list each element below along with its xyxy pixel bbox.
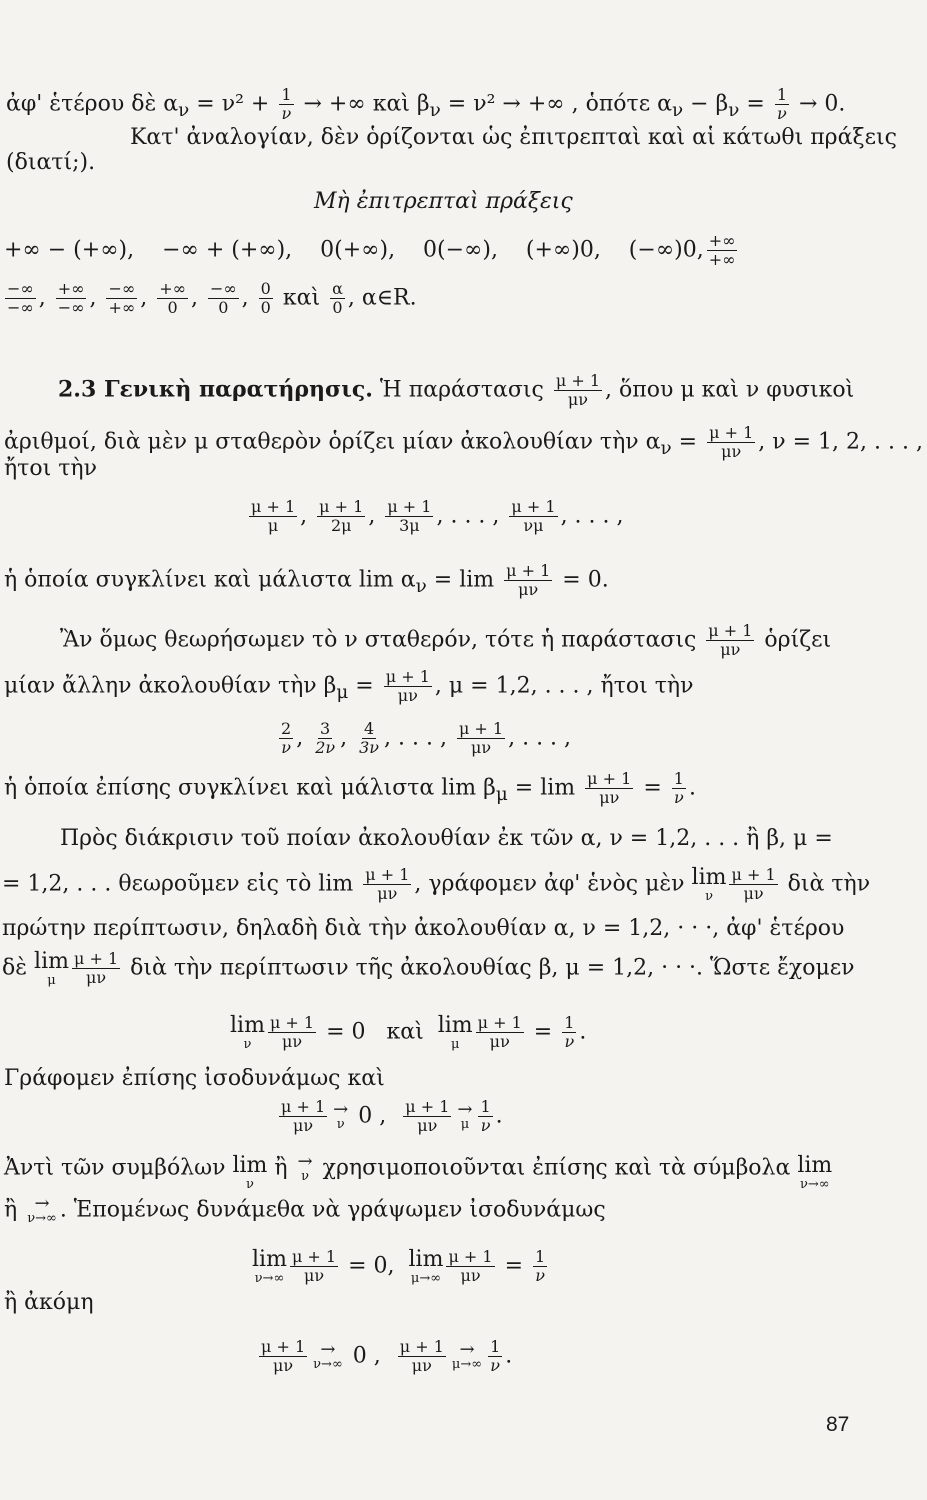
numerator: +∞: [159, 279, 186, 298]
denominator: μν: [293, 1116, 314, 1135]
denominator: μν: [470, 738, 492, 757]
denominator: 0: [167, 298, 178, 317]
denominator: 0: [260, 298, 271, 317]
denominator: 3ν: [359, 738, 379, 757]
numerator: −∞: [209, 279, 237, 298]
text-span: .: [579, 1019, 587, 1045]
numerator: μ + 1: [555, 371, 601, 390]
arrow-subscript: ν→∞: [313, 1357, 343, 1372]
arrow-icon: →: [333, 1099, 349, 1120]
text-span: ἡ ὁποία ἐπίσης συγκλίνει καὶ μάλιστα lim β: [4, 775, 496, 801]
text-line: ἡ ὁποία ἐπίσης συγκλίνει καὶ μάλιστα $\lim \beta_\mu = \lim$ $\frac{\mu + 1}{\mu\nu}$ = $\frac{1}{\nu}$ .: [4, 769, 696, 807]
fraction: [509, 498, 557, 535]
text-span: → +∞ καὶ β: [296, 91, 430, 117]
denominator: μν: [86, 968, 107, 987]
text-line: [4, 1151, 833, 1192]
arrow-operator: [297, 1151, 313, 1184]
text-line: ἡ ὁποία συγκλίνει καὶ μάλιστα $\lim \alpha_\nu = \lim$ $\frac{\mu + 1}{\mu\nu}$ = 0.: [4, 561, 609, 599]
denominator: ν: [480, 1116, 491, 1135]
fraction: [398, 1338, 446, 1375]
arrow-subscript: ν: [301, 1169, 310, 1184]
numerator: μ + 1: [387, 497, 432, 516]
text-line: ἀφ' ἑτέρου δὲ $\alpha_\nu = \nu^2$ + $\frac{1}{\nu}$ → +∞ καὶ $\beta_\nu = \nu^2$ → +∞ , ὁπότε $\alpha_\nu - \beta_\nu$ = $\frac{1}{\nu}$ → 0.: [6, 85, 846, 123]
arrow-subscript: ν: [336, 1117, 345, 1132]
text-span: ἢ: [267, 1155, 295, 1181]
math-line: $\frac{-\infty}{-\infty}$ , $\frac{+\infty}{-\infty}$ , $\frac{-\infty}{+\infty}$ , $\frac{+\infty}{0}$ , $\frac{-\infty}{0}$ , $\frac{0}{0}$ καὶ $\frac{\alpha}{0}$ , α∈R.: [7, 279, 417, 317]
text-span: = lim: [507, 775, 583, 801]
text-span: =: [526, 1019, 560, 1045]
text-span: , μ = 1,2, . . . , ἤτοι τὴν: [434, 673, 694, 699]
denominator: μν: [397, 686, 418, 705]
fraction: [363, 866, 411, 903]
fraction: [707, 232, 738, 269]
fraction: [72, 950, 120, 987]
text-span: , α∈R.: [347, 285, 417, 311]
arrow-subscript: μ: [460, 1117, 470, 1132]
fraction: [357, 720, 381, 757]
numerator: 1: [490, 1337, 501, 1356]
arrow-icon: →: [297, 1151, 313, 1172]
fraction: [488, 1338, 502, 1375]
denominator: μν: [417, 1116, 438, 1135]
fraction: [585, 770, 633, 807]
text-span: +∞ − (+∞), −∞ + (+∞), 0(+∞), 0(−∞), (+∞)0, (−∞)0,: [4, 237, 704, 263]
text-span: =: [739, 91, 772, 117]
lim-text: lim: [230, 1013, 265, 1038]
math-line: [4, 232, 740, 269]
arrow-operator: [313, 1339, 343, 1372]
numerator: μ + 1: [281, 1097, 326, 1116]
numerator: 3: [320, 719, 331, 738]
numerator: μ + 1: [731, 865, 776, 884]
text-span: Ἀντὶ τῶν συμβόλων: [4, 1155, 233, 1181]
text-span: =: [497, 1253, 531, 1279]
arrow-icon: →: [320, 1339, 336, 1360]
limit-operator: [692, 866, 727, 904]
denominator: 0: [218, 298, 229, 317]
denominator: μν: [743, 884, 764, 903]
math-display: [256, 1338, 512, 1375]
text-span: =: [636, 775, 669, 801]
lim-subscript: ν: [243, 1037, 252, 1052]
text-span: .: [495, 1103, 503, 1129]
denominator: μν: [518, 580, 539, 599]
lim-subscript: ν→∞: [800, 1177, 830, 1192]
denominator: μν: [567, 390, 589, 409]
text-span: , . . . ,: [508, 725, 572, 751]
fraction: [384, 668, 432, 705]
numerator: μ + 1: [251, 497, 296, 516]
page-number: 87: [826, 1413, 850, 1436]
numerator: +∞: [708, 231, 736, 250]
text-span: διὰ τὴν: [780, 871, 871, 897]
text-line: [58, 372, 854, 409]
fraction: [279, 720, 293, 757]
denominator: μν: [411, 1356, 432, 1375]
text-span: ἡ ὁποία συγκλίνει καὶ μάλιστα lim α: [4, 567, 416, 593]
numerator: μ + 1: [405, 1097, 450, 1116]
denominator: μν: [489, 1032, 510, 1051]
text-span: − β: [683, 91, 729, 117]
numerator: μ + 1: [399, 1337, 444, 1356]
fraction: [249, 498, 297, 535]
text-span: μίαν ἄλλην ἀκολουθίαν τὴν β: [4, 673, 337, 699]
denominator: μν: [273, 1356, 294, 1375]
text-span: 0 ,: [351, 1103, 401, 1129]
limit-operator: [409, 1248, 444, 1286]
text-span: =: [671, 429, 705, 455]
denominator: −∞: [7, 298, 34, 317]
text-line: [60, 622, 831, 659]
fraction: [5, 280, 36, 317]
numerator: μ + 1: [261, 1337, 306, 1356]
denominator: μ: [267, 516, 279, 535]
text-span: καὶ: [275, 285, 328, 311]
lim-text: lim: [34, 949, 69, 974]
text-span: .: [688, 775, 696, 801]
fraction: [385, 498, 433, 535]
math-line: $\frac{\mu + 1}{\mu}$ , $\frac{\mu + 1}{2\mu}$ , $\frac{\mu + 1}{3\mu}$ , . . . , $\frac{\mu + 1}{\nu\mu}$ , . . . ,: [251, 497, 624, 535]
limit-operator: [797, 1154, 832, 1192]
numerator: μ + 1: [709, 423, 754, 442]
fraction: [56, 280, 87, 317]
math-display: [276, 1098, 503, 1135]
fraction: [478, 1098, 492, 1135]
text-span: = lim: [426, 567, 502, 593]
fraction: [279, 86, 293, 123]
fraction: [706, 622, 754, 659]
text-span: 0 ,: [345, 1343, 395, 1369]
numerator: μ + 1: [477, 1013, 522, 1032]
text-span: , . . . ,: [560, 503, 624, 529]
arrow-operator: [27, 1193, 57, 1226]
arrow-icon: →: [34, 1193, 50, 1214]
math-display: [252, 1248, 550, 1286]
fraction: [554, 372, 602, 409]
text-line: ἢ ἀκόμη: [4, 1290, 94, 1315]
denominator: νμ: [523, 516, 544, 535]
text-line: [4, 1193, 606, 1226]
arrow-icon: →: [457, 1099, 473, 1120]
numerator: 1: [564, 1013, 575, 1032]
lim-subscript: μ→∞: [410, 1271, 442, 1286]
denominator: ν: [777, 104, 787, 123]
lim-text: lim: [408, 1247, 444, 1272]
lim-text: lim: [797, 1153, 833, 1178]
denominator: ν: [490, 1356, 501, 1375]
arrow-operator: [333, 1099, 349, 1132]
text-line: ἤτοι τὴν: [4, 456, 97, 481]
numerator: 1: [776, 85, 787, 104]
text-span: , ὅπου μ καὶ ν φυσικοὶ: [605, 377, 855, 403]
text-span: =: [348, 673, 381, 699]
section-title: Γενικὴ παρατήρησις.: [96, 376, 373, 403]
numerator: μ + 1: [511, 497, 556, 516]
text-line: [2, 866, 870, 904]
lim-text: lim: [232, 1153, 268, 1178]
denominator: −∞: [57, 298, 85, 317]
text-span: διὰ τὴν περίπτωσιν τῆς ἀκολουθίας β, μ = 1,2, · · ·. Ὥστε ἔχομεν: [123, 955, 855, 981]
lim-subscript: ν: [705, 889, 713, 904]
text-span: ἀφ' ἑτέρου δὲ α: [6, 91, 179, 117]
denominator: ν: [535, 1266, 545, 1285]
limit-operator: [438, 1014, 473, 1052]
text-span: , γράφομεν ἀφ' ἑνὸς μὲν: [414, 871, 692, 897]
text-span: .: [505, 1343, 513, 1369]
numerator: μ + 1: [708, 621, 753, 640]
fraction: [330, 280, 345, 317]
text-line: (διατί;).: [6, 150, 96, 175]
limit-operator: [230, 1014, 265, 1052]
denominator: ν: [673, 788, 684, 807]
fraction: [457, 720, 505, 757]
lim-subscript: ν→∞: [254, 1271, 285, 1286]
text-line: ἀριθμοί, διὰ μὲν μ σταθερὸν ὁρίζει μίαν ἀκολουθίαν τὴν $\alpha_\nu$ = $\frac{\mu + 1}{\mu\nu}$ , ν = 1, 2, . . . ,: [4, 423, 923, 461]
text-span: Ἡ παράστασις: [372, 377, 551, 403]
numerator: μ + 1: [448, 1247, 493, 1266]
fraction: [106, 280, 137, 317]
limit-operator: [34, 950, 69, 988]
fraction: [446, 1248, 494, 1285]
fraction: [279, 1098, 327, 1135]
numerator: −∞: [108, 279, 136, 298]
text-span: ἀριθμοί, διὰ μὲν μ σταθερὸν ὁρίζει μίαν ἀκολουθίαν τὴν α: [4, 429, 661, 455]
arrow-subscript: ν→∞: [27, 1211, 57, 1226]
numerator: μ + 1: [319, 497, 364, 516]
text-line: Κατ' ἀναλογίαν, δὲν ὁρίζονται ὡς ἐπιτρεπταὶ καὶ αἱ κάτωθι πράξεις: [130, 125, 897, 150]
text-span: , . . . ,: [436, 503, 507, 529]
numerator: μ + 1: [587, 769, 632, 788]
section-heading: Μὴ ἐπιτρεπταὶ πράξεις: [314, 189, 573, 214]
denominator: μν: [303, 1266, 325, 1285]
fraction: [504, 562, 552, 599]
math-display: [230, 1014, 586, 1052]
fraction: [313, 720, 337, 757]
text-line: μίαν ἄλλην ἀκολουθίαν τὴν $\beta_\mu$ = $\frac{\mu + 1}{\mu\nu}$ , μ = 1,2, . . . , ἤτοι τὴν: [4, 667, 694, 705]
denominator: μν: [599, 788, 620, 807]
text-span: → 0.: [792, 91, 846, 117]
text-span: = 0.: [555, 567, 609, 593]
denominator: μν: [721, 442, 742, 461]
text-span: = 1,2, . . . θεωροῦμεν εἰς τὸ lim: [2, 871, 361, 897]
text-span: δὲ: [2, 955, 35, 981]
fraction: [775, 86, 789, 123]
numerator: μ + 1: [385, 667, 430, 686]
numerator: +∞: [57, 279, 85, 298]
fraction: [259, 1338, 307, 1375]
lim-text: lim: [252, 1247, 287, 1272]
fraction: [290, 1248, 338, 1285]
limit-operator: [232, 1154, 267, 1192]
text-span: = 0 καὶ: [319, 1019, 438, 1045]
numerator: 1: [480, 1097, 491, 1116]
fraction: [403, 1098, 451, 1135]
arrow-icon: →: [459, 1339, 475, 1360]
numerator: μ + 1: [291, 1247, 337, 1266]
lim-subscript: μ: [47, 973, 56, 988]
numerator: μ + 1: [458, 719, 504, 738]
text-line: Πρὸς διάκρισιν τοῦ ποίαν ἀκολουθίαν ἐκ τῶν α, ν = 1,2, . . . ἢ β, μ =: [60, 826, 833, 851]
fraction: [268, 1014, 316, 1051]
text-span: = ν² +: [189, 91, 277, 117]
arrow-subscript: μ→∞: [451, 1357, 483, 1372]
numerator: −∞: [7, 279, 34, 298]
lim-subscript: ν: [245, 1177, 254, 1192]
denominator: μν: [377, 884, 398, 903]
fraction: [729, 866, 777, 903]
denominator: 3μ: [399, 516, 420, 535]
text-line: Γράφομεν ἐπίσης ἰσοδυνάμως καὶ: [4, 1066, 385, 1091]
fraction: [533, 1248, 547, 1285]
denominator: 0: [332, 298, 343, 317]
text-span: ὁρίζει: [757, 627, 832, 653]
denominator: ν: [281, 104, 292, 123]
fraction: [157, 280, 188, 317]
numerator: 1: [281, 85, 292, 104]
fraction: [707, 424, 755, 461]
fraction: [259, 280, 273, 317]
text-span: , . . . ,: [384, 725, 454, 751]
numerator: μ + 1: [506, 561, 551, 580]
math-line: $\frac{2}{\nu}$ , $\frac{3}{2\nu}$ , $\frac{4}{3\nu}$ , . . . , $\frac{\mu + 1}{\mu\nu}$ , . . . ,: [281, 719, 572, 757]
denominator: +∞: [108, 298, 136, 317]
arrow-operator: [457, 1099, 473, 1132]
numerator: μ + 1: [365, 865, 410, 884]
text-span: , ν = 1, 2, . . . ,: [758, 429, 923, 455]
fraction: [476, 1014, 524, 1051]
denominator: μν: [720, 640, 741, 659]
numerator: 4: [363, 719, 375, 738]
text-span: χρησιμοποιοῦνται ἐπίσης καὶ τὰ σύμβολα: [315, 1155, 798, 1181]
text-line: [2, 950, 855, 988]
lim-text: lim: [437, 1013, 473, 1038]
text-span: . Ἑπομένως δυνάμεθα νὰ γράψωμεν ἰσοδυνάμως: [59, 1197, 606, 1223]
denominator: +∞: [708, 250, 736, 269]
text-span: Ἂν ὅμως θεωρήσωμεν τὸ ν σταθερόν, τότε ἡ παράστασις: [60, 627, 704, 653]
fraction: [562, 1014, 576, 1051]
text-span: = ν² → +∞ , ὁπότε α: [440, 91, 672, 117]
numerator: μ + 1: [73, 949, 119, 968]
numerator: 0: [260, 279, 271, 298]
fraction: [317, 498, 365, 535]
numerator: α: [332, 279, 343, 298]
section-number: 2.3: [58, 376, 97, 403]
text-span: = 0,: [341, 1253, 409, 1279]
numerator: 1: [673, 769, 684, 788]
arrow-operator: [451, 1339, 483, 1372]
numerator: μ + 1: [269, 1013, 315, 1032]
fraction: [208, 280, 239, 317]
fraction: [672, 770, 686, 807]
lim-text: lim: [691, 865, 727, 890]
denominator: ν: [564, 1032, 575, 1051]
denominator: μν: [460, 1266, 481, 1285]
denominator: 2ν: [315, 738, 336, 757]
text-span: ἢ: [4, 1197, 25, 1223]
numerator: 2: [281, 719, 292, 738]
denominator: 2μ: [330, 516, 352, 535]
text-line: πρώτην περίπτωσιν, δηλαδὴ διὰ τὴν ἀκολουθίαν α, ν = 1,2, · · ·, ἀφ' ἑτέρου: [2, 916, 845, 941]
denominator: ν: [281, 738, 291, 757]
limit-operator: [252, 1248, 287, 1286]
numerator: 1: [535, 1247, 546, 1266]
denominator: μν: [281, 1032, 303, 1051]
lim-subscript: μ: [450, 1037, 460, 1052]
